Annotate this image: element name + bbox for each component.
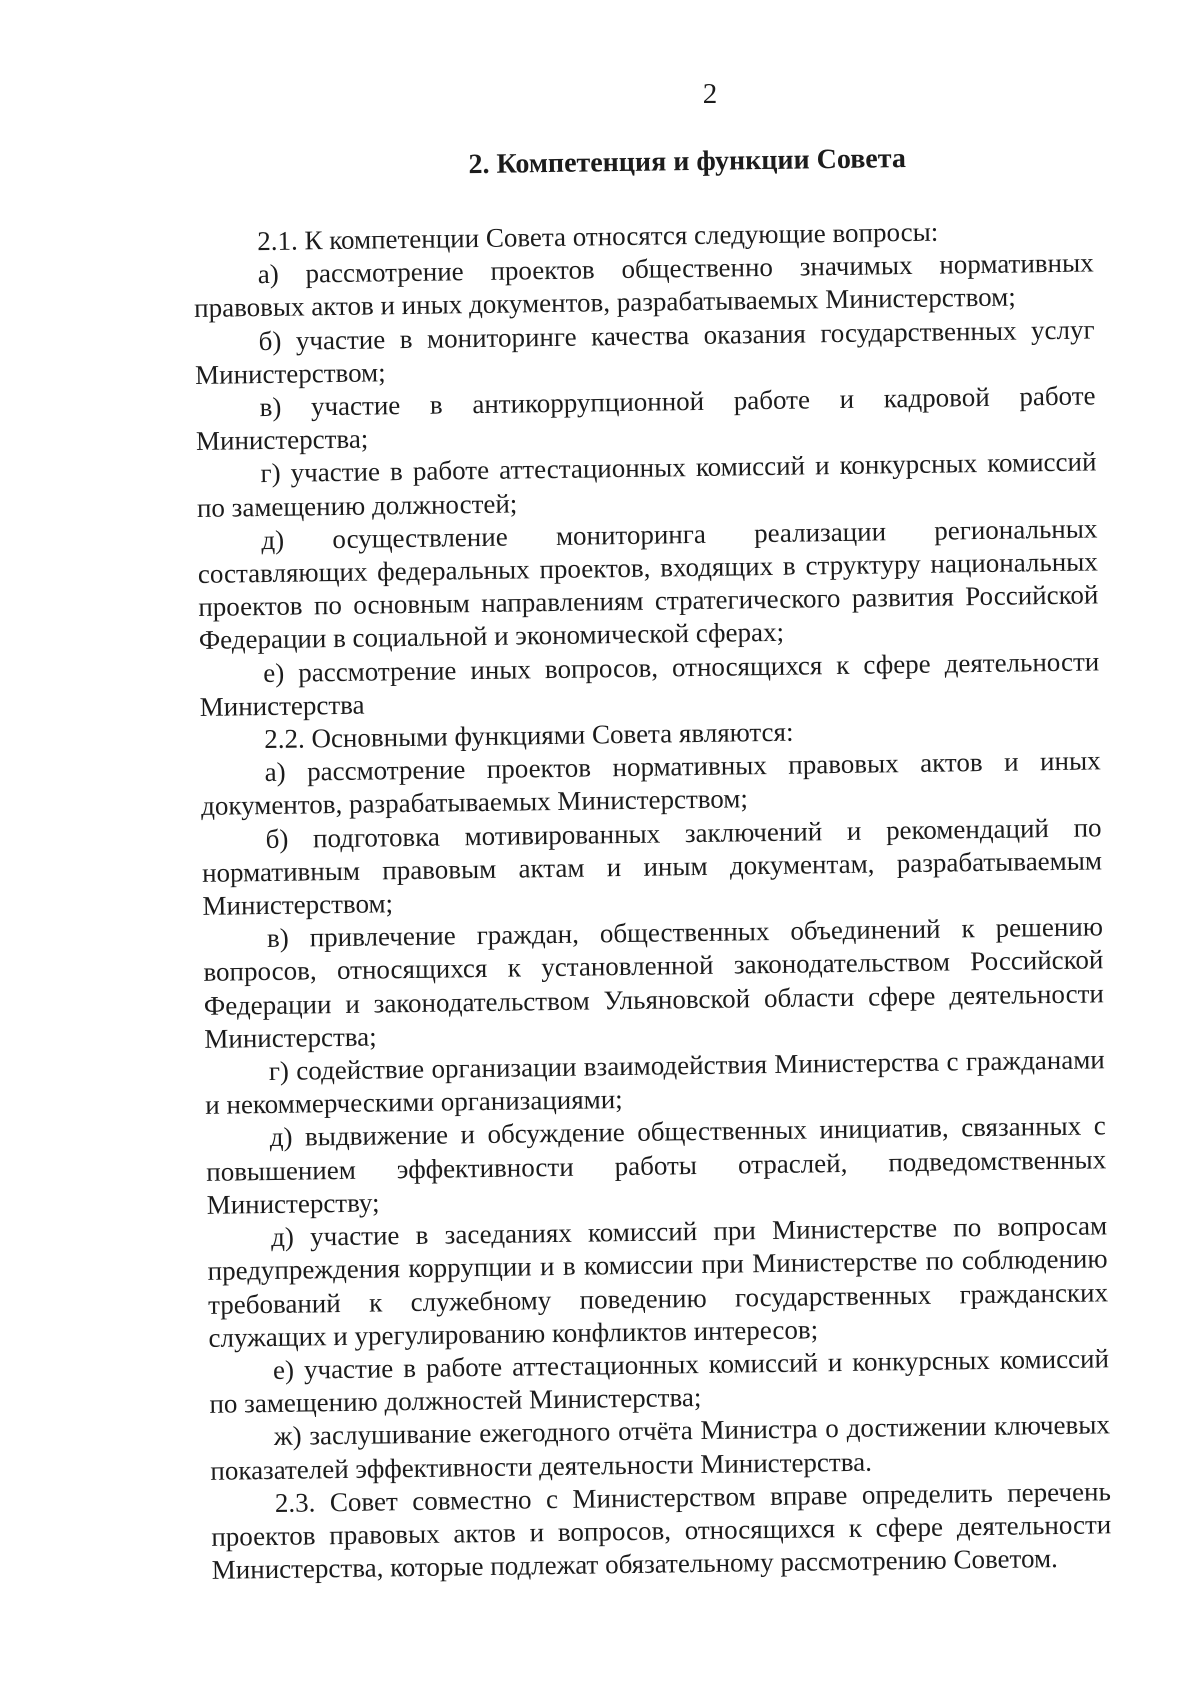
list-item-2-2-b: б) подготовка мотивированных заключений и рекомендаций по нормативным правовым актам и иным документам, разрабатываемым Министерством; (201, 812, 1103, 921)
document-body (192, 139, 1112, 1587)
page-number: 2 (702, 78, 718, 110)
list-item-2-1-a: а) рассмотрение проектов общественно значимых нормативных правовых актов и иных документов, разрабатываемых Министерством; (193, 247, 1094, 324)
list-item-2-2-v: в) привлечение граждан, общественных объединений к решению вопросов, относящихся к установленной законодательством Российской Федерации и законодательством Ульяновской области сфере деятельности Министерства; (203, 911, 1105, 1054)
paragraph-2-1: 2.1. К компетенции Совета относятся следующие вопросы: (257, 216, 939, 257)
list-item-2-1-g: г) участие в работе аттестационных комиссий и конкурсных комиссий по замещению должностей; (196, 446, 1097, 523)
list-item-2-2-d2: д) участие в заседаниях комиссий при Министерстве по вопросам предупреждения коррупции и в комиссии при Министерстве по соблюдению требований к служебному поведению государственных гражданских служащих и урегулированию конфликтов интересов; (207, 1210, 1109, 1353)
list-item-2-2-d1: д) выдвижение и обсуждение общественных инициатив, связанных с повышением эффективности работы отраслей, подведомственных Министерству; (206, 1110, 1107, 1220)
list-item-2-1-b: б) участие в мониторинге качества оказания государственных услуг Министерством; (194, 314, 1095, 390)
paragraph-2-2: 2.2. Основными функциями Совета являются: (263, 716, 794, 755)
list-item-2-1-d: д) осуществление мониторинга реализации региональных составляющих федеральных проектов, входящих в структуру национальных проектов по основным направлениям стратегического развития Российской Федерации в социальной и экономической сферах; (197, 513, 1099, 656)
list-item-2-2-g: г) содействие организации взаимодействия Министерства с гражданами и некоммерческими организациями; (205, 1044, 1105, 1121)
list-item-2-2-zh: ж) заслушивание ежегодного отчёта Министра о достижении ключевых показателей эффективности деятельности Министерства. (210, 1409, 1111, 1486)
list-item-2-2-e: е) участие в работе аттестационных комиссий и конкурсных комиссий по замещению должностей Министерства; (209, 1343, 1110, 1419)
list-item-2-1-v: в) участие в антикоррупционной работе и кадровой работе Министерства; (195, 380, 1096, 457)
list-item-2-1-e: е) рассмотрение иных вопросов, относящихся к сфере деятельности Министерства (199, 646, 1100, 722)
paragraph-2-3: 2.3. Совет совместно с Министерством вправе определить перечень проектов правовых актов и вопросов, относящихся к сфере деятельности Министерства, которые подлежат обязательному рассмотрению Советом. (211, 1476, 1112, 1585)
section-title: 2. Компетенция и функции Совета (468, 143, 907, 181)
list-item-2-2-a: а) рассмотрение проектов нормативных правовых актов и иных документов, разрабатываемых Министерством; (200, 745, 1101, 822)
